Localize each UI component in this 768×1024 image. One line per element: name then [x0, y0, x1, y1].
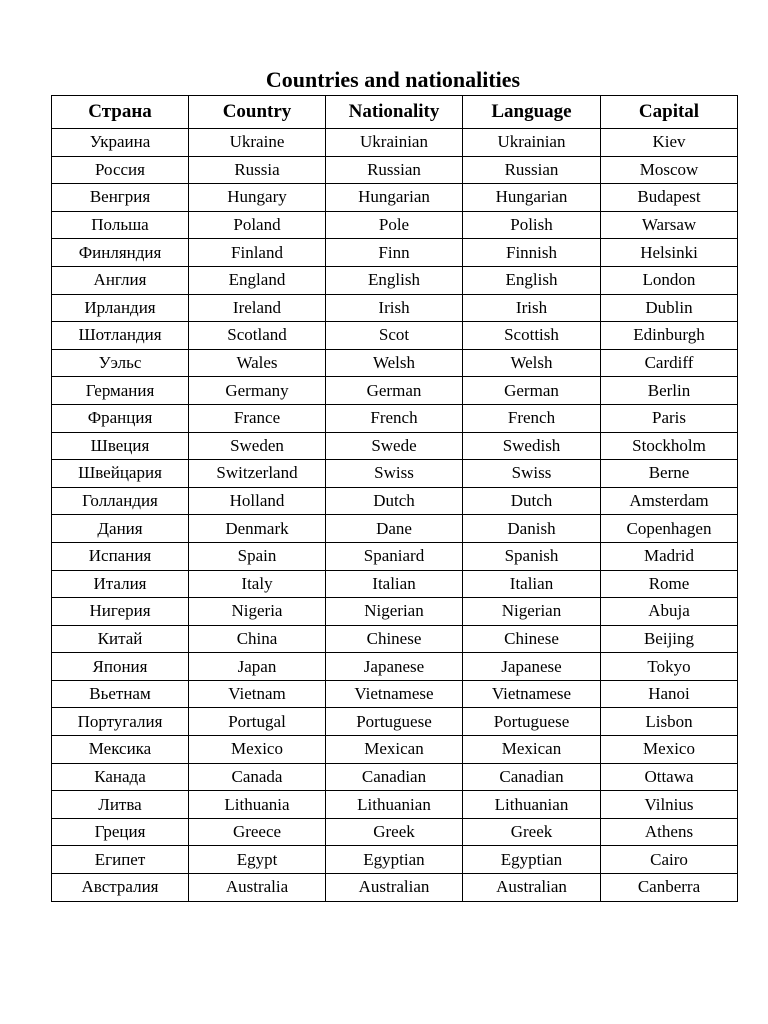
cell-capital: Paris — [601, 404, 738, 432]
cell-country: Poland — [189, 211, 326, 239]
table-row — [52, 846, 738, 874]
table-row — [52, 598, 738, 626]
cell-language: Swiss — [463, 460, 601, 488]
cell-country: Holland — [189, 487, 326, 515]
cell-capital: London — [601, 266, 738, 294]
cell-language: Canadian — [463, 763, 601, 791]
table-row — [52, 211, 738, 239]
cell-language: French — [463, 404, 601, 432]
cell-country: Wales — [189, 349, 326, 377]
cell-russian-country: Египет — [52, 846, 189, 874]
cell-russian-country: Польша — [52, 211, 189, 239]
cell-language: Nigerian — [463, 598, 601, 626]
cell-language: Irish — [463, 294, 601, 322]
cell-capital: Berne — [601, 460, 738, 488]
cell-language: Japanese — [463, 653, 601, 681]
table-row — [52, 460, 738, 488]
cell-capital: Cairo — [601, 846, 738, 874]
cell-language: Ukrainian — [463, 129, 601, 157]
cell-country: Sweden — [189, 432, 326, 460]
cell-country: Nigeria — [189, 598, 326, 626]
cell-capital: Budapest — [601, 184, 738, 212]
cell-nationality: Swiss — [326, 460, 463, 488]
cell-capital: Cardiff — [601, 349, 738, 377]
cell-country: Denmark — [189, 515, 326, 543]
cell-nationality: Vietnamese — [326, 680, 463, 708]
cell-nationality: Irish — [326, 294, 463, 322]
cell-country: Finland — [189, 239, 326, 267]
cell-capital: Amsterdam — [601, 487, 738, 515]
table-row — [52, 349, 738, 377]
cell-capital: Vilnius — [601, 791, 738, 819]
cell-russian-country: Германия — [52, 377, 189, 405]
cell-country: Lithuania — [189, 791, 326, 819]
cell-country: China — [189, 625, 326, 653]
cell-nationality: Australian — [326, 874, 463, 902]
cell-language: Egyptian — [463, 846, 601, 874]
table-row — [52, 708, 738, 736]
cell-language: Russian — [463, 156, 601, 184]
cell-capital: Warsaw — [601, 211, 738, 239]
cell-nationality: Scot — [326, 322, 463, 350]
cell-nationality: Dutch — [326, 487, 463, 515]
cell-country: Australia — [189, 874, 326, 902]
table-row — [52, 404, 738, 432]
cell-russian-country: Финляндия — [52, 239, 189, 267]
cell-capital: Canberra — [601, 874, 738, 902]
cell-country: Vietnam — [189, 680, 326, 708]
cell-capital: Moscow — [601, 156, 738, 184]
cell-nationality: Japanese — [326, 653, 463, 681]
cell-language: Dutch — [463, 487, 601, 515]
cell-capital: Beijing — [601, 625, 738, 653]
cell-russian-country: Италия — [52, 570, 189, 598]
cell-nationality: Pole — [326, 211, 463, 239]
cell-capital: Dublin — [601, 294, 738, 322]
table-row — [52, 129, 738, 157]
cell-capital: Copenhagen — [601, 515, 738, 543]
cell-russian-country: Голландия — [52, 487, 189, 515]
cell-russian-country: Венгрия — [52, 184, 189, 212]
cell-russian-country: Канада — [52, 763, 189, 791]
table-row — [52, 736, 738, 764]
cell-russian-country: Мексика — [52, 736, 189, 764]
cell-language: Chinese — [463, 625, 601, 653]
cell-country: Ukraine — [189, 129, 326, 157]
cell-russian-country: Литва — [52, 791, 189, 819]
cell-country: Russia — [189, 156, 326, 184]
cell-russian-country: Англия — [52, 266, 189, 294]
cell-nationality: Chinese — [326, 625, 463, 653]
cell-language: Polish — [463, 211, 601, 239]
cell-capital: Madrid — [601, 542, 738, 570]
table-row — [52, 570, 738, 598]
table-row — [52, 680, 738, 708]
cell-capital: Mexico — [601, 736, 738, 764]
cell-language: Finnish — [463, 239, 601, 267]
cell-capital: Abuja — [601, 598, 738, 626]
header-russian-country: Страна — [52, 96, 189, 129]
table-row — [52, 653, 738, 681]
table-row — [52, 184, 738, 212]
cell-capital: Berlin — [601, 377, 738, 405]
cell-language: Greek — [463, 818, 601, 846]
cell-nationality: Greek — [326, 818, 463, 846]
cell-russian-country: Украина — [52, 129, 189, 157]
cell-language: Mexican — [463, 736, 601, 764]
cell-language: Vietnamese — [463, 680, 601, 708]
cell-capital: Stockholm — [601, 432, 738, 460]
cell-russian-country: Греция — [52, 818, 189, 846]
cell-nationality: Mexican — [326, 736, 463, 764]
cell-country: Italy — [189, 570, 326, 598]
cell-language: Welsh — [463, 349, 601, 377]
header-capital: Capital — [601, 96, 738, 129]
cell-country: France — [189, 404, 326, 432]
cell-russian-country: Япония — [52, 653, 189, 681]
table-row — [52, 266, 738, 294]
table-row — [52, 377, 738, 405]
cell-language: German — [463, 377, 601, 405]
cell-country: Japan — [189, 653, 326, 681]
cell-capital: Kiev — [601, 129, 738, 157]
cell-russian-country: Вьетнам — [52, 680, 189, 708]
cell-language: Danish — [463, 515, 601, 543]
cell-nationality: Hungarian — [326, 184, 463, 212]
cell-russian-country: Россия — [52, 156, 189, 184]
cell-country: Spain — [189, 542, 326, 570]
cell-country: Greece — [189, 818, 326, 846]
cell-country: Canada — [189, 763, 326, 791]
table-row — [52, 432, 738, 460]
table-row — [52, 156, 738, 184]
cell-russian-country: Ирландия — [52, 294, 189, 322]
cell-country: Hungary — [189, 184, 326, 212]
cell-language: Italian — [463, 570, 601, 598]
cell-language: Portuguese — [463, 708, 601, 736]
cell-country: Egypt — [189, 846, 326, 874]
cell-capital: Hanoi — [601, 680, 738, 708]
cell-russian-country: Уэльс — [52, 349, 189, 377]
cell-capital: Tokyo — [601, 653, 738, 681]
cell-capital: Athens — [601, 818, 738, 846]
cell-capital: Lisbon — [601, 708, 738, 736]
cell-nationality: Egyptian — [326, 846, 463, 874]
cell-country: Ireland — [189, 294, 326, 322]
table-row — [52, 239, 738, 267]
table-row — [52, 791, 738, 819]
cell-russian-country: Португалия — [52, 708, 189, 736]
table-body — [52, 129, 738, 902]
table-row — [52, 487, 738, 515]
cell-capital: Rome — [601, 570, 738, 598]
header-language: Language — [463, 96, 601, 129]
cell-language: Australian — [463, 874, 601, 902]
cell-nationality: English — [326, 266, 463, 294]
cell-country: Scotland — [189, 322, 326, 350]
cell-nationality: Finn — [326, 239, 463, 267]
table-row — [52, 294, 738, 322]
cell-russian-country: Испания — [52, 542, 189, 570]
cell-language: English — [463, 266, 601, 294]
table-row — [52, 763, 738, 791]
cell-nationality: Canadian — [326, 763, 463, 791]
cell-nationality: Spaniard — [326, 542, 463, 570]
cell-language: Hungarian — [463, 184, 601, 212]
cell-language: Swedish — [463, 432, 601, 460]
cell-nationality: Italian — [326, 570, 463, 598]
table-row — [52, 625, 738, 653]
table-row — [52, 874, 738, 902]
cell-russian-country: Китай — [52, 625, 189, 653]
table-row — [52, 515, 738, 543]
cell-language: Spanish — [463, 542, 601, 570]
cell-country: Mexico — [189, 736, 326, 764]
cell-nationality: French — [326, 404, 463, 432]
cell-nationality: German — [326, 377, 463, 405]
document-title: Countries and nationalities — [265, 67, 521, 92]
cell-language: Lithuanian — [463, 791, 601, 819]
cell-nationality: Ukrainian — [326, 129, 463, 157]
cell-country: England — [189, 266, 326, 294]
cell-russian-country: Швеция — [52, 432, 189, 460]
cell-language: Scottish — [463, 322, 601, 350]
cell-nationality: Swede — [326, 432, 463, 460]
table-row — [52, 818, 738, 846]
cell-capital: Edinburgh — [601, 322, 738, 350]
cell-russian-country: Шотландия — [52, 322, 189, 350]
cell-nationality: Dane — [326, 515, 463, 543]
header-country: Country — [189, 96, 326, 129]
table-header — [52, 96, 738, 129]
cell-capital: Helsinki — [601, 239, 738, 267]
countries-table — [51, 95, 738, 902]
cell-russian-country: Австралия — [52, 874, 189, 902]
cell-russian-country: Швейцария — [52, 460, 189, 488]
header-row — [52, 96, 738, 129]
cell-capital: Ottawa — [601, 763, 738, 791]
cell-russian-country: Дания — [52, 515, 189, 543]
cell-country: Germany — [189, 377, 326, 405]
cell-russian-country: Франция — [52, 404, 189, 432]
table-row — [52, 542, 738, 570]
cell-country: Switzerland — [189, 460, 326, 488]
header-nationality: Nationality — [326, 96, 463, 129]
cell-nationality: Russian — [326, 156, 463, 184]
cell-nationality: Nigerian — [326, 598, 463, 626]
cell-nationality: Welsh — [326, 349, 463, 377]
cell-russian-country: Нигерия — [52, 598, 189, 626]
cell-nationality: Lithuanian — [326, 791, 463, 819]
table-row — [52, 322, 738, 350]
cell-country: Portugal — [189, 708, 326, 736]
cell-nationality: Portuguese — [326, 708, 463, 736]
